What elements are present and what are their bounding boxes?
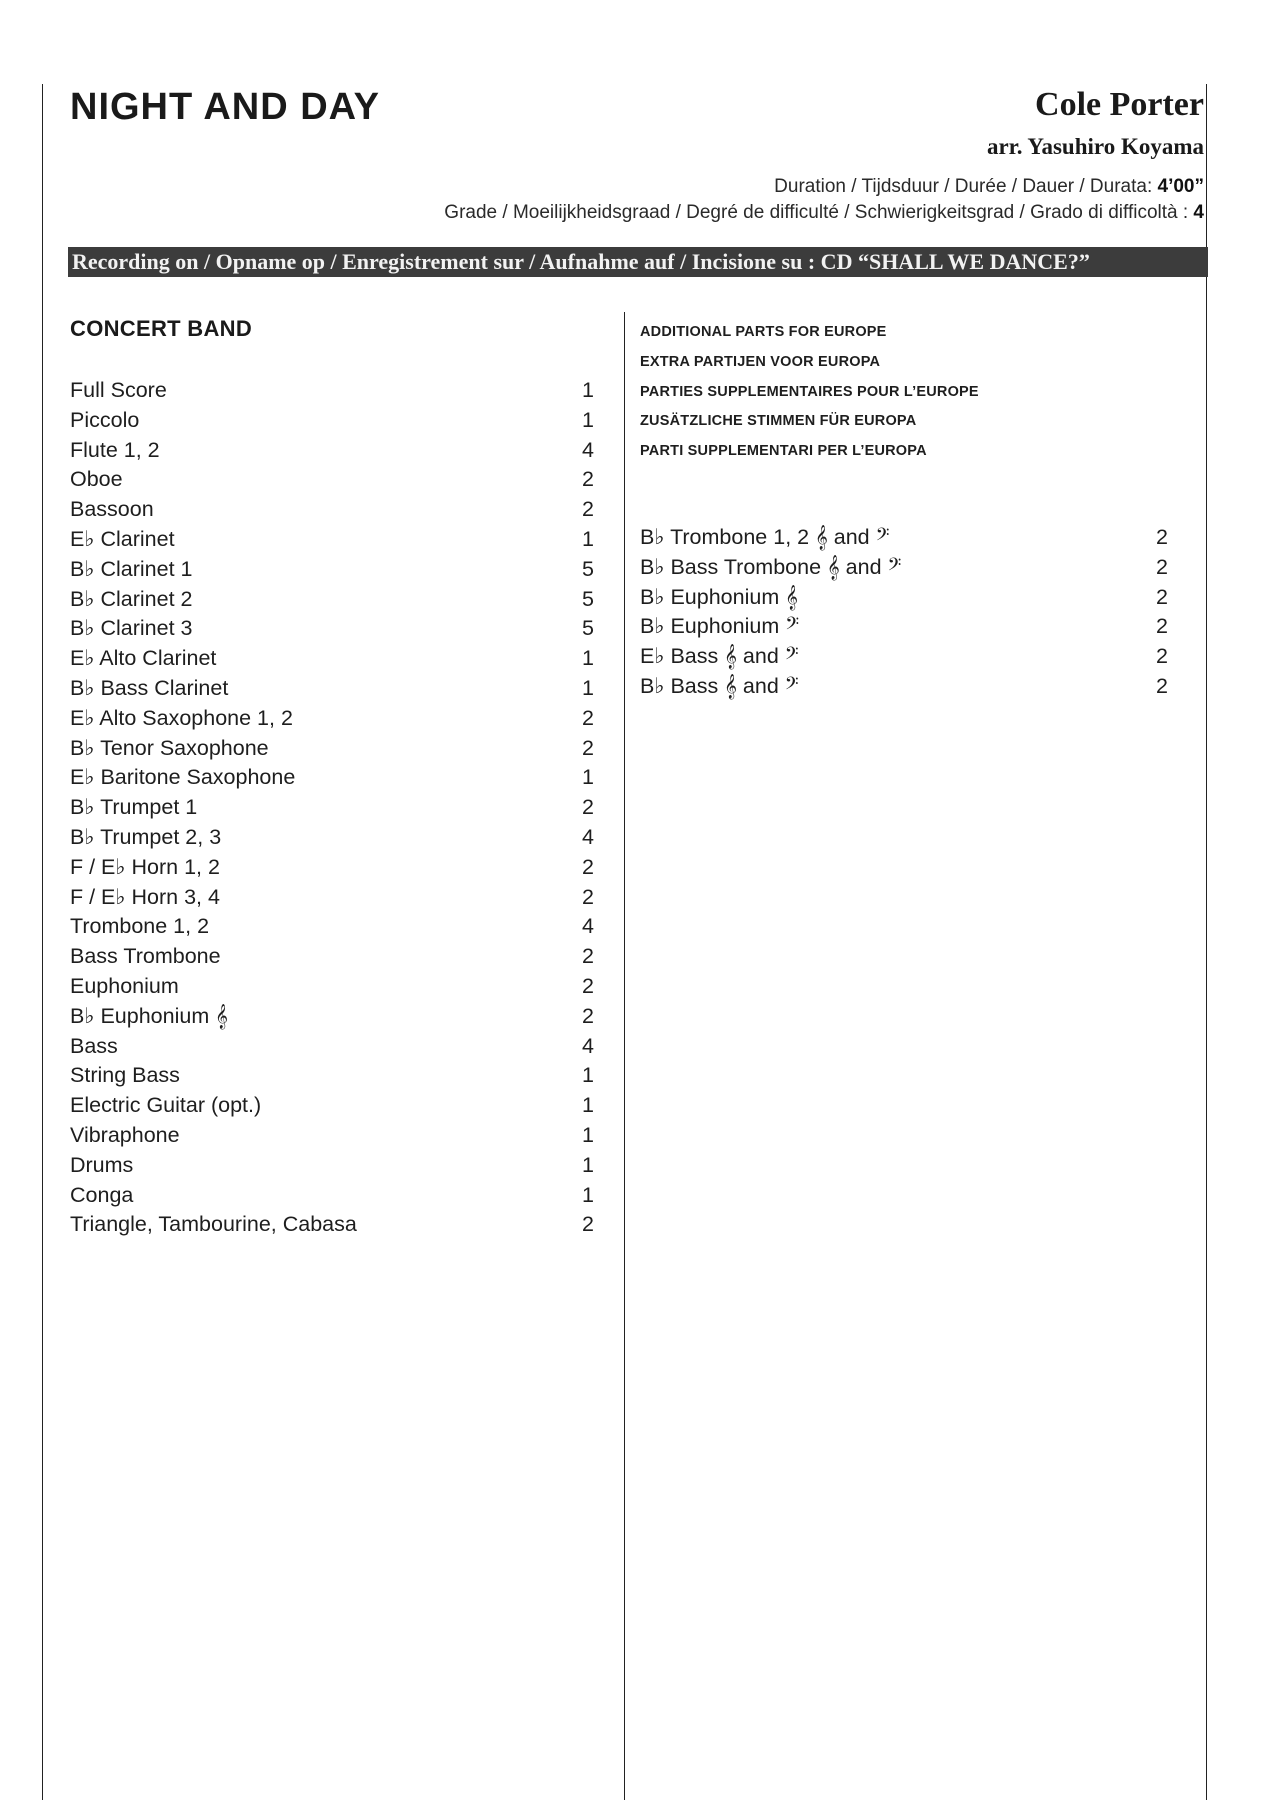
- part-row: [70, 823, 600, 853]
- part-row: [70, 436, 600, 466]
- part-name: E♭ Clarinet: [70, 526, 175, 551]
- part-name: E♭ Baritone Saxophone: [70, 765, 296, 790]
- part-row: [70, 704, 600, 734]
- part-name: B♭ Bass Trombone 𝄞 and 𝄢: [640, 554, 902, 579]
- duration-label: Duration / Tijdsduur / Durée / Dauer / Durata:: [774, 176, 1153, 197]
- part-name: Vibraphone: [70, 1122, 180, 1147]
- europe-heading: PARTI SUPPLEMENTARI PER L’EUROPA: [640, 443, 927, 460]
- part-name: Bassoon: [70, 497, 154, 522]
- part-quantity: 2: [582, 884, 594, 909]
- part-name: B♭ Euphonium 𝄞: [640, 584, 798, 609]
- part-quantity: 1: [582, 378, 594, 402]
- part-quantity: 4: [582, 914, 594, 939]
- part-quantity: 5: [582, 616, 594, 641]
- part-row: [70, 585, 600, 615]
- part-quantity: 1: [582, 526, 594, 551]
- part-quantity: 4: [582, 437, 594, 462]
- part-row: [70, 763, 600, 793]
- part-quantity: 2: [582, 795, 594, 820]
- part-row: [70, 406, 600, 436]
- part-name: F / E♭ Horn 1, 2: [70, 854, 220, 879]
- grade-value: 4: [1193, 202, 1204, 223]
- part-name: B♭ Trumpet 1: [70, 795, 198, 820]
- part-row: [70, 674, 600, 704]
- part-name: B♭ Clarinet 1: [70, 556, 193, 581]
- part-quantity: 2: [582, 944, 594, 969]
- part-quantity: 2: [1156, 584, 1168, 609]
- part-row: [70, 644, 600, 674]
- duration-value: 4’00”: [1157, 176, 1204, 197]
- part-name: E♭ Alto Clarinet: [70, 646, 217, 671]
- duration-line: [774, 176, 1204, 198]
- piece-title: NIGHT AND DAY: [70, 86, 380, 128]
- column-divider-rule: [624, 312, 625, 1800]
- part-name: Oboe: [70, 467, 123, 492]
- part-quantity: 5: [582, 556, 594, 581]
- part-name: F / E♭ Horn 3, 4: [70, 884, 220, 909]
- left-border-rule: [42, 84, 43, 1800]
- part-row: [70, 1032, 600, 1062]
- part-quantity: 2: [582, 1003, 594, 1028]
- part-name: Triangle, Tambourine, Cabasa: [70, 1212, 357, 1237]
- part-row: [70, 972, 600, 1002]
- europe-heading: EXTRA PARTIJEN VOOR EUROPA: [640, 353, 881, 370]
- arranger-name: arr. Yasuhiro Koyama: [986, 134, 1204, 159]
- part-row: [70, 614, 600, 644]
- part-quantity: 1: [582, 675, 594, 700]
- part-row: [70, 465, 600, 495]
- europe-heading: ADDITIONAL PARTS FOR EUROPE: [640, 324, 887, 340]
- part-row: [640, 523, 1174, 553]
- recording-banner: Recording on / Opname op / Enregistrement sur / Aufnahme auf / Incisione su : CD “SHALL WE DANCE?”: [68, 247, 1208, 277]
- part-name: Trombone 1, 2: [70, 914, 210, 939]
- part-row: [70, 1121, 600, 1151]
- part-name: String Bass: [70, 1063, 180, 1088]
- part-quantity: 2: [582, 854, 594, 879]
- part-quantity: 2: [582, 1212, 594, 1237]
- part-row: [640, 583, 1174, 613]
- part-name: Conga: [70, 1182, 134, 1207]
- part-name: Euphonium: [70, 973, 179, 998]
- part-row: [70, 853, 600, 883]
- part-quantity: 1: [582, 646, 594, 671]
- part-name: B♭ Trombone 1, 2 𝄞 and 𝄢: [640, 525, 890, 549]
- part-quantity: 1: [582, 1152, 594, 1177]
- part-row: [640, 642, 1174, 672]
- part-name: Flute 1, 2: [70, 437, 160, 462]
- part-row: [70, 376, 600, 406]
- part-row: [70, 1061, 600, 1091]
- part-quantity: 5: [582, 586, 594, 611]
- part-quantity: 1: [582, 407, 594, 432]
- part-name: Bass: [70, 1033, 118, 1058]
- part-quantity: 2: [1156, 673, 1168, 698]
- part-row: [70, 495, 600, 525]
- europe-parts-list: [640, 523, 1174, 702]
- part-name: B♭ Clarinet 3: [70, 616, 193, 641]
- part-name: Piccolo: [70, 407, 140, 432]
- europe-headings-list: [640, 318, 979, 467]
- part-quantity: 2: [1156, 525, 1168, 549]
- europe-heading: PARTIES SUPPLEMENTAIRES POUR L’EUROPE: [640, 383, 979, 400]
- part-row: [640, 672, 1174, 702]
- part-name: Drums: [70, 1152, 134, 1177]
- part-name: Full Score: [70, 378, 167, 402]
- part-quantity: 2: [1156, 614, 1168, 639]
- concert-band-parts-list: [70, 376, 600, 1240]
- part-quantity: 2: [582, 735, 594, 760]
- part-name: B♭ Euphonium 𝄢: [640, 614, 800, 639]
- part-name: B♭ Clarinet 2: [70, 586, 193, 611]
- grade-label: Grade / Moeilijkheidsgraad / Degré de difficulté / Schwierigkeitsgrad / Grado di difficoltà :: [444, 202, 1189, 223]
- part-row: [70, 1091, 600, 1121]
- part-quantity: 1: [582, 1063, 594, 1088]
- part-quantity: 1: [582, 1182, 594, 1207]
- part-row: [70, 942, 600, 972]
- part-row: [70, 1002, 600, 1032]
- part-quantity: 2: [1156, 554, 1168, 579]
- part-quantity: 2: [1156, 644, 1168, 669]
- part-name: Electric Guitar (opt.): [70, 1093, 262, 1118]
- part-quantity: 2: [582, 973, 594, 998]
- part-name: B♭ Euphonium 𝄞: [70, 1003, 228, 1028]
- part-row: [70, 525, 600, 555]
- part-name: B♭ Tenor Saxophone: [70, 735, 269, 760]
- part-row: [70, 883, 600, 913]
- part-name: B♭ Trumpet 2, 3: [70, 824, 222, 849]
- part-quantity: 4: [582, 1033, 594, 1058]
- part-quantity: 2: [582, 467, 594, 492]
- part-row: [70, 734, 600, 764]
- part-row: [70, 1181, 600, 1211]
- right-border-rule: [1206, 84, 1207, 1800]
- part-name: E♭ Alto Saxophone 1, 2: [70, 705, 293, 730]
- part-quantity: 1: [582, 1093, 594, 1118]
- part-row: [640, 612, 1174, 642]
- part-quantity: 2: [582, 705, 594, 730]
- part-row: [70, 1210, 600, 1240]
- part-name: B♭ Bass Clarinet: [70, 675, 229, 700]
- part-row: [640, 553, 1174, 583]
- part-quantity: 2: [582, 497, 594, 522]
- part-quantity: 1: [582, 1122, 594, 1147]
- part-quantity: 1: [582, 765, 594, 790]
- part-row: [70, 555, 600, 585]
- part-row: [70, 793, 600, 823]
- part-name: B♭ Bass 𝄞 and 𝄢: [640, 673, 799, 698]
- part-name: Bass Trombone: [70, 944, 221, 969]
- part-row: [70, 1151, 600, 1181]
- part-name: E♭ Bass 𝄞 and 𝄢: [640, 644, 799, 669]
- part-quantity: 4: [582, 824, 594, 849]
- europe-heading: ZUSÄTZLICHE STIMMEN FÜR EUROPA: [640, 413, 917, 430]
- composer-name: Cole Porter: [1035, 86, 1204, 123]
- part-row: [70, 912, 600, 942]
- grade-line: [444, 202, 1204, 224]
- concert-band-heading: CONCERT BAND: [70, 316, 253, 341]
